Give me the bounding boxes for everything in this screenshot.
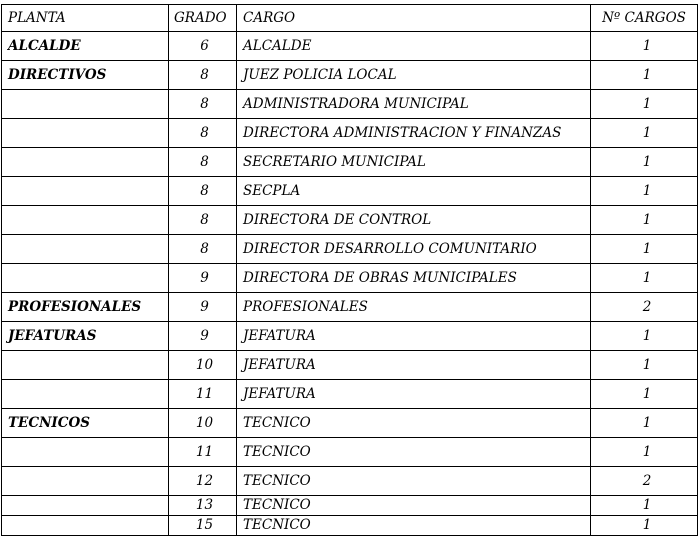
- table-row: [2, 90, 698, 119]
- staff-table-sheet: [1, 4, 697, 533]
- grado-cell: 8: [169, 235, 237, 264]
- num-cargos-cell: 1: [591, 206, 698, 235]
- staff-table-body: [2, 5, 698, 536]
- cargo-cell: JEFATURA: [237, 351, 591, 380]
- cargo-cell: ADMINISTRADORA MUNICIPAL: [237, 90, 591, 119]
- planta-cell: [2, 148, 169, 177]
- num-cargos-cell: 1: [591, 235, 698, 264]
- planta-cell: TECNICOS: [2, 409, 169, 438]
- grado-cell: 15: [169, 516, 237, 536]
- num-cargos-cell: 1: [591, 90, 698, 119]
- planta-cell: PROFESIONALES: [2, 293, 169, 322]
- planta-cell: [2, 90, 169, 119]
- cargo-cell: SECPLA: [237, 177, 591, 206]
- grado-cell: 11: [169, 438, 237, 467]
- grado-cell: 6: [169, 32, 237, 61]
- cargo-cell: TECNICO: [237, 467, 591, 496]
- table-row: [2, 516, 698, 536]
- cargo-cell: ALCALDE: [237, 32, 591, 61]
- header-num-cargos: Nº CARGOS: [591, 5, 698, 32]
- table-row: [2, 351, 698, 380]
- num-cargos-cell: 1: [591, 496, 698, 516]
- planta-cell: DIRECTIVOS: [2, 61, 169, 90]
- grado-cell: 12: [169, 467, 237, 496]
- planta-cell: [2, 206, 169, 235]
- planta-cell: [2, 516, 169, 536]
- table-row: [2, 438, 698, 467]
- table-row: [2, 61, 698, 90]
- num-cargos-cell: 1: [591, 32, 698, 61]
- table-row: [2, 264, 698, 293]
- cargo-cell: TECNICO: [237, 516, 591, 536]
- num-cargos-cell: 1: [591, 322, 698, 351]
- cargo-cell: SECRETARIO MUNICIPAL: [237, 148, 591, 177]
- planta-cell: [2, 235, 169, 264]
- header-planta: PLANTA: [2, 5, 169, 32]
- table-row: [2, 322, 698, 351]
- cargo-cell: JEFATURA: [237, 322, 591, 351]
- cargo-cell: TECNICO: [237, 409, 591, 438]
- table-row: [2, 409, 698, 438]
- planta-cell: [2, 438, 169, 467]
- cargo-cell: DIRECTORA ADMINISTRACION Y FINANZAS: [237, 119, 591, 148]
- num-cargos-cell: 1: [591, 119, 698, 148]
- grado-cell: 8: [169, 177, 237, 206]
- table-row: [2, 293, 698, 322]
- table-row: [2, 467, 698, 496]
- num-cargos-cell: 1: [591, 380, 698, 409]
- num-cargos-cell: 1: [591, 438, 698, 467]
- table-row: [2, 206, 698, 235]
- table-row: [2, 119, 698, 148]
- cargo-cell: JEFATURA: [237, 380, 591, 409]
- num-cargos-cell: 2: [591, 467, 698, 496]
- cargo-cell: JUEZ POLICIA LOCAL: [237, 61, 591, 90]
- num-cargos-cell: 1: [591, 409, 698, 438]
- planta-cell: JEFATURAS: [2, 322, 169, 351]
- grado-cell: 10: [169, 351, 237, 380]
- planta-cell: [2, 264, 169, 293]
- table-row: [2, 235, 698, 264]
- num-cargos-cell: 1: [591, 351, 698, 380]
- table-row: [2, 148, 698, 177]
- staff-table: [1, 4, 698, 536]
- planta-cell: [2, 467, 169, 496]
- grado-cell: 8: [169, 119, 237, 148]
- grado-cell: 9: [169, 322, 237, 351]
- num-cargos-cell: 1: [591, 61, 698, 90]
- cargo-cell: DIRECTORA DE OBRAS MUNICIPALES: [237, 264, 591, 293]
- grado-cell: 9: [169, 293, 237, 322]
- num-cargos-cell: 1: [591, 148, 698, 177]
- num-cargos-cell: 2: [591, 293, 698, 322]
- grado-cell: 8: [169, 90, 237, 119]
- planta-cell: [2, 380, 169, 409]
- planta-cell: [2, 351, 169, 380]
- cargo-cell: DIRECTOR DESARROLLO COMUNITARIO: [237, 235, 591, 264]
- planta-cell: [2, 496, 169, 516]
- grado-cell: 10: [169, 409, 237, 438]
- planta-cell: ALCALDE: [2, 32, 169, 61]
- num-cargos-cell: 1: [591, 264, 698, 293]
- grado-cell: 11: [169, 380, 237, 409]
- cargo-cell: PROFESIONALES: [237, 293, 591, 322]
- num-cargos-cell: 1: [591, 516, 698, 536]
- table-row: [2, 380, 698, 409]
- header-row: [2, 5, 698, 32]
- num-cargos-cell: 1: [591, 177, 698, 206]
- table-row: [2, 496, 698, 516]
- cargo-cell: TECNICO: [237, 438, 591, 467]
- cargo-cell: DIRECTORA DE CONTROL: [237, 206, 591, 235]
- grado-cell: 13: [169, 496, 237, 516]
- planta-cell: [2, 119, 169, 148]
- grado-cell: 8: [169, 148, 237, 177]
- table-row: [2, 32, 698, 61]
- table-row: [2, 177, 698, 206]
- grado-cell: 8: [169, 61, 237, 90]
- grado-cell: 9: [169, 264, 237, 293]
- header-cargo: CARGO: [237, 5, 591, 32]
- planta-cell: [2, 177, 169, 206]
- header-grado: GRADO: [169, 5, 237, 32]
- grado-cell: 8: [169, 206, 237, 235]
- cargo-cell: TECNICO: [237, 496, 591, 516]
